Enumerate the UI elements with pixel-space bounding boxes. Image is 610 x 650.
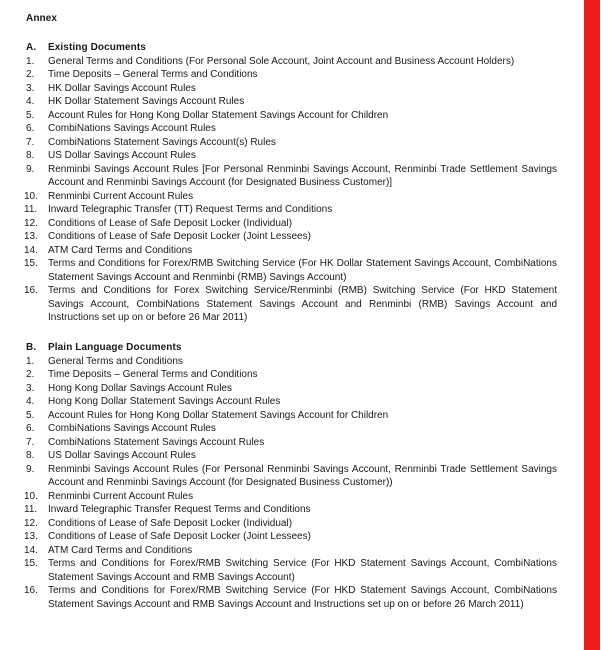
item-number: 3. [26,382,35,394]
list-item [26,517,557,531]
item-number: 6. [26,123,35,134]
list-item [26,284,557,325]
list-item [26,190,557,204]
list-item [26,530,557,544]
item-number: 7. [26,436,35,448]
list-item [26,395,557,409]
item-text: Terms and Conditions for Forex/RMB Switching Service (For HK Dollar Statement Savings Account, CombiNations Statement Savings Account and Renminbi (RMB) Savings Account) [48,258,557,283]
item-number: 5. [26,109,35,121]
section-header [26,41,557,55]
item-text: Time Deposits – General Terms and Conditions [48,69,258,80]
item-text: Inward Telegraphic Transfer (TT) Request Terms and Conditions [48,204,333,215]
list-item [26,82,557,96]
item-text: Hong Kong Dollar Savings Account Rules [48,382,232,394]
list-item [26,122,557,136]
item-number: 14. [24,544,38,556]
item-number: 2. [26,369,35,380]
item-text: General Terms and Conditions [48,355,183,367]
list-item [26,244,557,258]
item-number: 13. [24,231,38,242]
item-text: Renminbi Current Account Rules [48,190,194,202]
list-item [26,230,557,244]
item-text: Terms and Conditions for Forex Switching Service/Renminbi (RMB) Switching Service (For HKD Statement Savings Account, CombiNations Statement Savings Account and Renminbi (RMB) Savings Account and Instructions set up on or before 26 Mar 2011) [48,285,557,323]
list-item [26,368,557,382]
item-text: Inward Telegraphic Transfer Request Terms and Conditions [48,504,311,515]
item-number: 6. [26,423,35,434]
list-item [26,584,557,611]
item-text: Renminbi Savings Account Rules [For Personal Renminbi Savings Account, Renminbi Trade Settlement Savings Account and Renminbi Savings Account (for Designated Business Customer)] [48,163,557,188]
item-number: 10. [24,490,38,502]
item-number: 8. [26,150,35,161]
item-text: Terms and Conditions for Forex/RMB Switching Service (For HKD Statement Savings Account, CombiNations Statement Savings Account and RMB Savings Account and Instructions set up on or before 26 March 2011) [48,585,557,610]
item-number: 16. [24,285,38,296]
item-number: 8. [26,450,35,461]
section-letter: A. [26,41,37,53]
section-title: Plain Language Documents [48,341,182,353]
section-header [26,341,557,355]
item-text: Hong Kong Dollar Statement Savings Account Rules [48,396,281,407]
item-text: Renminbi Savings Account Rules (For Personal Renminbi Savings Account, Renminbi Trade Settlement Savings Account and Renminbi Savings Account (for Designated Business Customer)) [48,463,557,488]
item-text: Conditions of Lease of Safe Deposit Locker (Joint Lessees) [48,531,311,542]
list-item [26,355,557,369]
list-item [26,436,557,450]
item-text: Account Rules for Hong Kong Dollar Statement Savings Account for Children [48,109,389,121]
item-number: 15. [24,558,38,569]
list-item [26,503,557,517]
list-item [26,257,557,284]
item-number: 15. [24,258,38,269]
list-item [26,544,557,558]
item-text: HK Dollar Savings Account Rules [48,82,196,94]
page-title: Annex [26,13,58,24]
item-number: 2. [26,69,35,80]
item-text: Conditions of Lease of Safe Deposit Locker (Individual) [48,517,293,529]
item-text: Terms and Conditions for Forex/RMB Switching Service (For HKD Statement Savings Account, CombiNations Statement Savings Account and RMB Savings Account) [48,558,557,583]
item-number: 14. [24,244,38,256]
item-text: Renminbi Current Account Rules [48,490,194,502]
item-number: 11. [24,504,38,515]
accent-bar-right [584,0,600,650]
item-text: US Dollar Savings Account Rules [48,450,196,461]
item-number: 11. [24,204,38,215]
item-text: Account Rules for Hong Kong Dollar Statement Savings Account for Children [48,409,389,421]
list-item [26,557,557,584]
list-item [26,136,557,150]
list-item [26,490,557,504]
item-text: Conditions of Lease of Safe Deposit Locker (Individual) [48,217,293,229]
item-text: US Dollar Savings Account Rules [48,150,196,161]
item-number: 1. [26,55,35,67]
list-item [26,422,557,436]
section-letter: B. [26,341,37,353]
document-body [26,12,557,611]
item-text: Conditions of Lease of Safe Deposit Locker (Joint Lessees) [48,231,311,242]
item-number: 12. [24,217,38,229]
item-number: 5. [26,409,35,421]
item-number: 1. [26,355,35,367]
document-list-a [26,55,557,325]
item-text: CombiNations Savings Account Rules [48,423,216,434]
item-number: 12. [24,517,38,529]
item-text: CombiNations Savings Account Rules [48,123,216,134]
item-number: 13. [24,531,38,542]
item-text: ATM Card Terms and Conditions [48,544,193,556]
list-item [26,449,557,463]
document-list-b [26,355,557,612]
list-item [26,203,557,217]
list-item [26,409,557,423]
list-item [26,68,557,82]
item-text: General Terms and Conditions (For Personal Sole Account, Joint Account and Business Account Holders) [48,55,515,67]
item-number: 7. [26,136,35,148]
item-number: 16. [24,585,38,596]
item-number: 4. [26,96,35,107]
item-number: 9. [26,463,35,475]
item-text: HK Dollar Statement Savings Account Rules [48,96,245,107]
section-existing-documents [26,41,557,325]
item-number: 10. [24,190,38,202]
list-item [26,109,557,123]
list-item [26,163,557,190]
section-title: Existing Documents [48,41,146,53]
list-item [26,55,557,69]
list-item [26,382,557,396]
item-text: Time Deposits – General Terms and Conditions [48,369,258,380]
item-number: 3. [26,82,35,94]
item-text: CombiNations Statement Savings Account Rules [48,436,265,448]
item-text: CombiNations Statement Savings Account(s) Rules [48,136,276,148]
list-item [26,463,557,490]
item-text: ATM Card Terms and Conditions [48,244,193,256]
list-item [26,149,557,163]
item-number: 9. [26,163,35,175]
list-item [26,95,557,109]
item-number: 4. [26,396,35,407]
section-plain-language-documents [26,341,557,612]
list-item [26,217,557,231]
